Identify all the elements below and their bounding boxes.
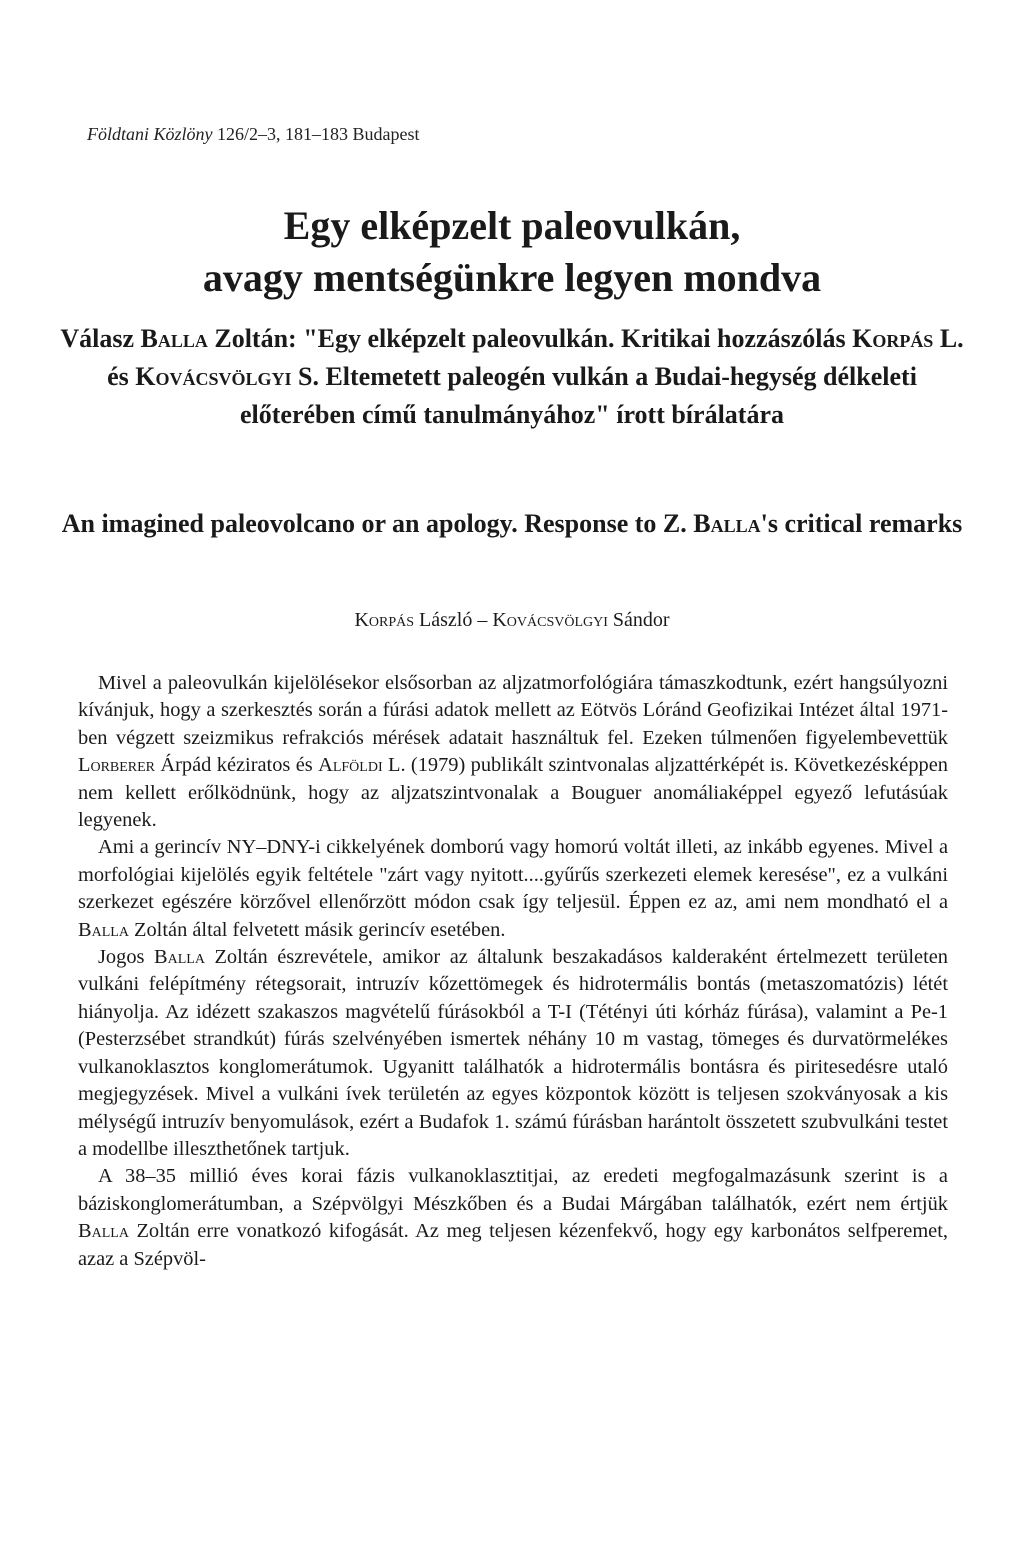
paragraph-3-name-1: Balla: [154, 946, 205, 969]
citation: 126/2–3, 181–183 Budapest: [212, 124, 420, 144]
paragraph-1: [78, 670, 948, 834]
subtitle-hu-name-3: Kovácsvölgyi: [135, 362, 292, 391]
author-1-surname: Korpás: [354, 609, 415, 631]
subtitle-en-name-1: Balla: [693, 509, 761, 538]
paragraph-4: [78, 1163, 948, 1273]
subtitle-hu-name-1: Balla: [140, 324, 208, 353]
paragraph-4-name-1: Balla: [78, 1220, 129, 1243]
article-title: [0, 200, 1024, 304]
paragraph-3: [78, 944, 948, 1163]
subtitle-en-part-1: An imagined paleovolcano or an apology. Response to Z.: [61, 509, 694, 538]
paragraph-3-text-a: Jogos: [98, 946, 154, 969]
paragraph-1-name-1: Lorberer: [78, 754, 156, 777]
paragraph-1-text-a: Mivel a paleovulkán kijelölésekor elsősorban az aljzatmorfológiára támaszkodtunk, ezért hangsúlyozni kívánjuk, hogy a szerkesztés során a fúrási adatok mellett az Eötvös Lóránd Geofizikai Intézet által 1971-ben végzett szeizmikus refrakciós mérések adatait használtuk fel. Ezeken túlmenően figyelembevettük: [78, 672, 948, 749]
title-line-2: avagy mentségünkre legyen mondva: [202, 255, 822, 300]
paragraph-1-text-b: Árpád kéziratos és: [155, 754, 319, 777]
subtitle-hu-part-2: Zoltán: "Egy elképzelt paleovulkán. Kritikai hozzászólás: [207, 324, 853, 353]
subtitle-hu-name-2: Korpás: [852, 324, 934, 353]
paragraph-1-text-c: L. (1979) publikált szintvonalas aljzattérképét is. Következésképpen nem kellett erőlködnünk, hogy az aljzatszintvonalak a Bouguer anomáliaképpel egyező lefutásúak legyenek.: [78, 754, 948, 832]
subtitle-hu-part-1: Válasz: [60, 324, 141, 353]
author-2-surname: Kovácsvölgyi: [492, 609, 608, 631]
english-subtitle: [60, 505, 964, 543]
hungarian-subtitle: [60, 320, 964, 434]
subtitle-hu-part-4: S. Eltemetett paleogén vulkán a Budai-hegység délkeleti előterében című tanulmányához" írott bírálatára: [240, 362, 917, 429]
paragraph-2-text-b: Zoltán által felvetett másik gerincív esetében.: [128, 918, 506, 941]
title-line-1: Egy elképzelt paleovulkán,: [283, 203, 741, 248]
author-1-given: László –: [414, 609, 493, 631]
paragraph-4-text-b: Zoltán erre vonatkozó kifogását. Az meg teljesen kézenfekvő, hogy egy karbonátos selfperemet, azaz a Szépvöl-: [78, 1220, 948, 1270]
paragraph-2: [78, 834, 948, 944]
paragraph-1-name-2: Alföldi: [318, 754, 383, 777]
journal-name: Földtani Közlöny: [87, 124, 213, 144]
paragraph-3-text-b: Zoltán észrevétele, amikor az általunk beszakadásos kalderaként értelmezett területen vulkáni felépítmény rétegsorait, intruzív kőzettömegek és hidrotermális bontás (metaszomatózis) létét hiányolja. Az idézett szakaszos magvételű fúrásokból a T-I (Tétényi úti kórház fúrása), valamint a Pe-1 (Pesterzsébet strandkút) fúrás szelvényében ismertek néhány 10 m vastag, tömeges és durvatörmelékes vulkanoklasztos konglomerátumok. Ugyanitt találhatók a hidrotermális bontásra és piritesedésre utaló megjegyzések. Mivel a vulkáni ívek területén az egyes központok között is teljesen szokványosak a kis mélységű intruzív benyomulások, ezért a Budafok 1. számú fúrásban harántolt összetett szubvulkáni testet a modellbe illeszthetőnek tartjuk.: [78, 946, 948, 1160]
subtitle-hu-part-3: L. és: [107, 324, 964, 391]
author-line: [0, 609, 1024, 632]
paragraph-2-text-a: Ami a gerincív NY–DNY-i cikkelyének domború vagy homorú voltát illeti, az inkább egyenes. Mivel a morfológiai kijelölés egyik feltétele "zárt vagy nyitott....gyűrűs szerkezeti elemek keresése", ez a vulkáni szerkezet egészére körzővel ellenőrzött módon csak így teljesül. Éppen ez az, ami nem mondható el a: [78, 836, 948, 914]
paragraph-2-name-1: Balla: [78, 918, 129, 941]
author-2-given: Sándor: [607, 609, 670, 631]
paragraph-4-text-a: A 38–35 millió éves korai fázis vulkanoklasztitjai, az eredeti megfogalmazásunk szerint is a báziskonglomerátumban, a Szépvölgyi Mészkőben és a Budai Márgában találhatók, ezért nem értjük: [78, 1165, 948, 1215]
running-head: [87, 124, 420, 145]
article-body: [78, 670, 948, 1273]
subtitle-en-part-2: 's critical remarks: [760, 509, 963, 538]
